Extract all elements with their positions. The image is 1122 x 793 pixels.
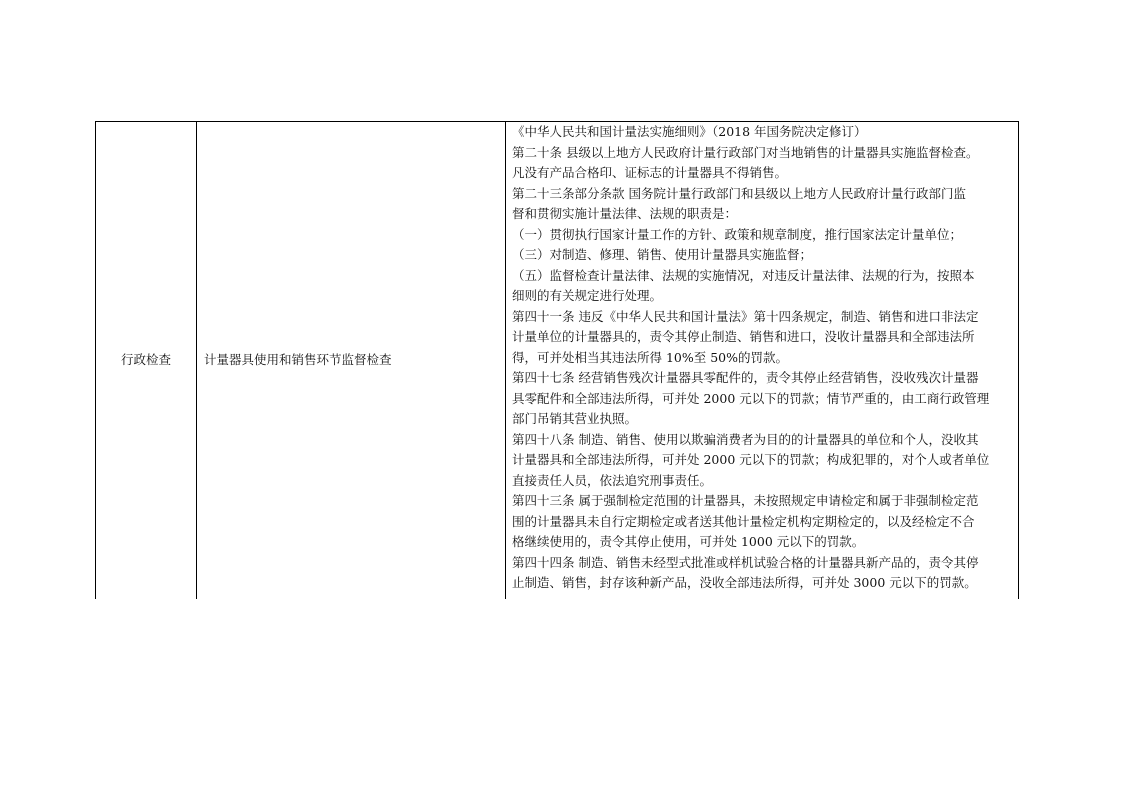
legal-basis-cell xyxy=(506,122,1018,599)
basis-line: 第二十三条部分条款 国务院计量行政部门和县级以上地方人民政府计量行政部门监 xyxy=(512,185,966,201)
regulation-table xyxy=(95,121,1019,599)
basis-line: 细则的有关规定进行处理。 xyxy=(512,288,663,303)
basis-line: 围的计量器具未自行定期检定或者送其他计量检定机构定期检定的，以及经检定不合 xyxy=(512,513,975,529)
inspection-item-cell xyxy=(197,122,506,599)
basis-line: 第四十一条 违反《中华人民共和国计量法》第十四条规定，制造、销售和进口非法定 xyxy=(512,308,979,324)
basis-line: 止制造、销售，封存该种新产品，没收全部违法所得，可并处 3000 元以下的罚款。 xyxy=(512,575,977,590)
basis-line: 第四十七条 经营销售残次计量器具零配件的，责令其停止经营销售，没收残次计量器 xyxy=(512,370,979,385)
basis-line: 第四十四条 制造、销售未经型式批准或样机试验合格的计量器具新产品的，责令其停 xyxy=(512,554,979,570)
basis-line: 具零配件和全部违法所得，可并处 2000 元以下的罚款；情节严重的，由工商行政管理 xyxy=(512,390,990,406)
basis-line: （五）监督检查计量法律、法规的实施情况，对违反计量法律、法规的行为，按照本 xyxy=(512,267,975,283)
basis-line: 格继续使用的，责令其停止使用，可并处 1000 元以下的罚款。 xyxy=(512,534,865,549)
basis-line: 计量器具和全部违法所得，可并处 2000 元以下的罚款；构成犯罪的，对个人或者单位 xyxy=(512,452,990,467)
inspection-item-text: 计量器具使用和销售环节监督检查 xyxy=(204,352,392,368)
basis-line: 《中华人民共和国计量法实施细则》（2018 年国务院决定修订） xyxy=(512,124,867,139)
basis-line: 得，可并处相当其违法所得 10%至 50%的罚款。 xyxy=(512,349,789,365)
basis-line: 第二十条 县级以上地方人民政府计量行政部门对当地销售的计量器具实施监督检查。 xyxy=(512,144,979,160)
basis-line: （一）贯彻执行国家计量工作的方针、政策和规章制度，推行国家法定计量单位； xyxy=(512,226,963,242)
basis-line: 第四十八条 制造、销售、使用以欺骗消费者为目的的计量器具的单位和个人，没收其 xyxy=(512,431,979,447)
basis-line: 计量单位的计量器具的，责令其停止制造、销售和进口，没收计量器具和全部违法所 xyxy=(512,329,975,344)
basis-line: 凡没有产品合格印、证标志的计量器具不得销售。 xyxy=(512,165,788,180)
category-text: 行政检查 xyxy=(120,352,171,368)
basis-line: 督和贯彻实施计量法律、法规的职责是： xyxy=(512,206,738,221)
category-cell xyxy=(96,122,197,599)
basis-line: 直接责任人员，依法追究刑事责任。 xyxy=(512,472,713,488)
basis-line: （三）对制造、修理、销售、使用计量器具实施监督； xyxy=(512,247,813,262)
basis-line: 第四十三条 属于强制检定范围的计量器具，未按照规定申请检定和属于非强制检定范 xyxy=(512,493,979,508)
basis-line: 部门吊销其营业执照。 xyxy=(512,411,638,426)
